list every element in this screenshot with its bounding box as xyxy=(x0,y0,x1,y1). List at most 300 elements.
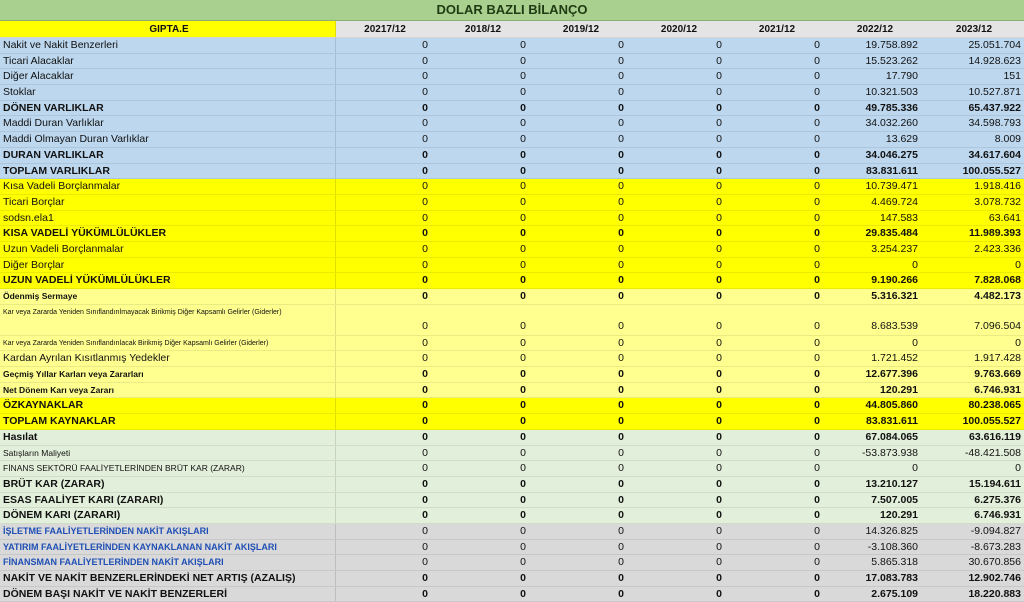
row-label[interactable]: Hasılat xyxy=(0,430,336,445)
value-cell[interactable]: 0 xyxy=(814,556,820,569)
value-cell[interactable]: 0 xyxy=(422,54,428,67)
row-label[interactable]: DÖNEM BAŞI NAKİT VE NAKİT BENZERLERİ xyxy=(0,587,336,602)
value-cell[interactable]: 0 xyxy=(814,446,820,459)
value-cell[interactable]: 0 xyxy=(520,524,526,537)
value-cell[interactable]: 0 xyxy=(814,227,820,240)
value-cell[interactable]: 3.078.732 xyxy=(974,195,1021,208)
value-cell[interactable]: -8.673.283 xyxy=(970,540,1021,553)
value-cell[interactable]: 0 xyxy=(814,368,820,381)
value-cell[interactable]: 65.437.922 xyxy=(968,101,1021,114)
value-cell[interactable]: 0 xyxy=(520,446,526,459)
value-cell[interactable]: 9.190.266 xyxy=(871,274,918,287)
value-cell[interactable]: 0 xyxy=(716,242,722,255)
value-cell[interactable]: 49.785.336 xyxy=(865,101,918,114)
value-cell[interactable]: 18.220.883 xyxy=(968,587,1021,600)
value-cell[interactable]: 0 xyxy=(618,415,624,428)
value-cell[interactable]: 0 xyxy=(716,446,722,459)
ticker-cell[interactable]: GIPTA.E xyxy=(0,21,336,37)
value-cell[interactable]: 0 xyxy=(716,180,722,193)
value-cell[interactable]: 15.194.611 xyxy=(969,477,1021,490)
value-cell[interactable]: 0 xyxy=(716,211,722,224)
row-label[interactable]: Kısa Vadeli Borçlanmalar xyxy=(0,179,336,194)
value-cell[interactable]: 0 xyxy=(814,524,820,537)
row-label[interactable]: YATIRIM FAALİYETLERİNDEN KAYNAKLANAN NAKİT AKIŞLARI xyxy=(0,540,336,555)
value-cell[interactable]: 0 xyxy=(422,462,428,475)
value-cell[interactable]: 0 xyxy=(618,524,624,537)
value-cell[interactable]: 17.083.783 xyxy=(865,572,918,584)
value-cell[interactable]: 4.482.173 xyxy=(974,290,1021,302)
value-cell[interactable]: 0 xyxy=(618,274,624,287)
value-cell[interactable]: 0 xyxy=(814,164,820,177)
value-cell[interactable]: 0 xyxy=(422,117,428,130)
value-cell[interactable]: 0 xyxy=(422,274,428,287)
row-label[interactable]: TOPLAM KAYNAKLAR xyxy=(0,414,336,429)
value-cell[interactable]: 0 xyxy=(814,462,820,475)
value-cell[interactable]: 0 xyxy=(422,368,428,381)
value-cell[interactable]: 0 xyxy=(520,274,526,287)
value-cell[interactable]: 34.046.275 xyxy=(865,148,918,161)
value-cell[interactable]: 0 xyxy=(520,540,526,553)
value-cell[interactable]: 0 xyxy=(520,133,526,146)
value-cell[interactable]: 0 xyxy=(520,493,526,506)
value-cell[interactable]: 0 xyxy=(422,242,428,255)
value-cell[interactable]: 100.055.527 xyxy=(962,415,1021,428)
value-cell[interactable]: 5.316.321 xyxy=(871,290,918,302)
value-cell[interactable]: 44.805.860 xyxy=(865,399,918,412)
value-cell[interactable]: 0 xyxy=(618,540,624,553)
value-cell[interactable]: 120.291 xyxy=(880,509,918,522)
value-cell[interactable]: 0 xyxy=(618,446,624,459)
value-cell[interactable]: 8.009 xyxy=(994,133,1021,146)
row-label[interactable]: Diğer Borçlar xyxy=(0,258,336,273)
value-cell[interactable]: 0 xyxy=(520,164,526,177)
value-cell[interactable]: 0 xyxy=(618,86,624,99)
value-cell[interactable]: 15.523.262 xyxy=(865,54,918,67)
value-cell[interactable]: 13.629 xyxy=(885,133,918,146)
value-cell[interactable]: 0 xyxy=(422,524,428,537)
column-header[interactable]: 2019/12 xyxy=(562,24,600,35)
value-cell[interactable]: 0 xyxy=(814,415,820,428)
value-cell[interactable]: 0 xyxy=(618,368,624,381)
value-cell[interactable]: 63.616.119 xyxy=(969,430,1021,443)
value-cell[interactable]: 0 xyxy=(716,117,722,130)
value-cell[interactable]: 0 xyxy=(618,258,624,271)
value-cell[interactable]: 25.051.704 xyxy=(968,39,1021,51)
value-cell[interactable]: 0 xyxy=(716,258,722,271)
value-cell[interactable]: 0 xyxy=(520,415,526,428)
value-cell[interactable]: 0 xyxy=(1015,258,1021,271)
value-cell[interactable]: 10.527.871 xyxy=(968,86,1021,99)
value-cell[interactable]: 0 xyxy=(422,509,428,522)
value-cell[interactable]: 1.721.452 xyxy=(871,352,918,365)
value-cell[interactable]: 0 xyxy=(716,54,722,67)
table-body xyxy=(0,38,1024,602)
value-cell[interactable]: 2.675.109 xyxy=(871,587,918,600)
value-cell[interactable]: 0 xyxy=(422,430,428,443)
value-cell[interactable]: 0 xyxy=(520,383,526,396)
row-label[interactable]: Geçmiş Yıllar Karları veya Zararları xyxy=(0,367,336,382)
value-cell[interactable]: 0 xyxy=(716,39,722,51)
value-cell[interactable]: 0 xyxy=(618,148,624,161)
row-label[interactable]: DÖNEM KARI (ZARARI) xyxy=(0,508,336,523)
row-label[interactable]: DÖNEN VARLIKLAR xyxy=(0,101,336,116)
value-cell[interactable]: 0 xyxy=(814,540,820,553)
value-cell[interactable]: 0 xyxy=(422,556,428,569)
row-label[interactable]: Kardan Ayrılan Kısıtlanmış Yedekler xyxy=(0,351,336,366)
value-cell[interactable]: 0 xyxy=(912,258,918,271)
value-cell[interactable]: 0 xyxy=(716,524,722,537)
row-label[interactable]: Maddi Duran Varlıklar xyxy=(0,116,336,131)
value-cell[interactable]: 0 xyxy=(716,556,722,569)
value-cell[interactable]: 0 xyxy=(520,319,526,332)
value-cell[interactable]: 0 xyxy=(422,133,428,146)
value-cell[interactable]: 0 xyxy=(716,148,722,161)
value-cell[interactable]: 0 xyxy=(520,101,526,114)
value-cell[interactable]: 0 xyxy=(520,211,526,224)
value-cell[interactable]: 0 xyxy=(716,493,722,506)
value-cell[interactable]: 0 xyxy=(520,462,526,475)
value-cell[interactable]: 0 xyxy=(716,101,722,114)
table-row xyxy=(0,132,1024,148)
row-label[interactable]: Net Dönem Karı veya Zararı xyxy=(0,383,336,398)
value-cell[interactable]: 0 xyxy=(716,133,722,146)
value-cell[interactable]: 17.790 xyxy=(885,70,918,83)
value-cell[interactable]: 0 xyxy=(618,117,624,130)
value-cell[interactable]: 0 xyxy=(520,336,526,349)
value-cell[interactable]: -3.108.360 xyxy=(867,540,918,553)
value-cell[interactable]: 0 xyxy=(520,242,526,255)
row-label[interactable]: Maddi Olmayan Duran Varlıklar xyxy=(0,132,336,147)
value-cell[interactable]: 0 xyxy=(422,399,428,412)
table-row xyxy=(0,367,1024,383)
value-cell[interactable]: 0 xyxy=(912,336,918,349)
value-cell[interactable]: 11.989.393 xyxy=(969,227,1021,240)
table-row xyxy=(0,242,1024,258)
value-cell[interactable]: 0 xyxy=(814,258,820,271)
value-cell[interactable]: 7.507.005 xyxy=(871,493,918,506)
value-cell[interactable]: 83.831.611 xyxy=(866,415,918,428)
value-cell[interactable]: 0 xyxy=(618,227,624,240)
value-cell[interactable]: 0 xyxy=(814,477,820,490)
value-cell[interactable]: 0 xyxy=(814,290,820,302)
value-cell[interactable]: 3.254.237 xyxy=(871,242,918,255)
value-cell[interactable]: 63.641 xyxy=(988,211,1021,224)
value-cell[interactable]: 0 xyxy=(520,54,526,67)
value-cell[interactable]: 0 xyxy=(520,352,526,365)
value-cell[interactable]: 5.865.318 xyxy=(871,556,918,569)
value-cell[interactable]: 0 xyxy=(618,54,624,67)
value-cell[interactable]: 0 xyxy=(716,336,722,349)
value-cell[interactable]: 0 xyxy=(814,180,820,193)
value-cell[interactable]: 0 xyxy=(422,39,428,51)
table-row xyxy=(0,85,1024,101)
value-cell[interactable]: 9.763.669 xyxy=(974,368,1021,381)
value-cell[interactable]: 0 xyxy=(716,274,722,287)
value-cell[interactable]: 0 xyxy=(520,587,526,600)
value-cell[interactable]: 1.918.416 xyxy=(974,180,1021,193)
value-cell[interactable]: 19.758.892 xyxy=(865,39,918,51)
table-row xyxy=(0,273,1024,289)
value-cell[interactable]: 0 xyxy=(618,383,624,396)
value-cell[interactable]: 0 xyxy=(716,462,722,475)
column-header[interactable]: 2020/12 xyxy=(660,24,698,35)
value-cell[interactable]: 0 xyxy=(422,211,428,224)
row-label[interactable]: BRÜT KAR (ZARAR) xyxy=(0,477,336,492)
value-cell[interactable]: 6.275.376 xyxy=(974,493,1021,506)
value-cell[interactable]: 0 xyxy=(422,319,428,332)
value-cell[interactable]: 0 xyxy=(422,477,428,490)
value-cell[interactable]: 0 xyxy=(618,336,624,349)
value-cell[interactable]: 0 xyxy=(814,39,820,51)
value-cell[interactable]: 0 xyxy=(814,336,820,349)
value-cell[interactable]: 0 xyxy=(814,148,820,161)
value-cell[interactable]: 10.739.471 xyxy=(865,180,918,193)
value-cell[interactable]: 29.835.484 xyxy=(865,227,918,240)
value-cell[interactable]: 0 xyxy=(520,195,526,208)
value-cell[interactable]: 0 xyxy=(618,493,624,506)
column-header[interactable]: 2018/12 xyxy=(464,24,502,35)
value-cell[interactable]: 0 xyxy=(618,477,624,490)
column-header[interactable]: 20217/12 xyxy=(364,24,406,35)
value-cell[interactable]: 0 xyxy=(814,572,820,584)
value-cell[interactable]: 0 xyxy=(814,133,820,146)
value-cell[interactable]: 0 xyxy=(716,195,722,208)
value-cell[interactable]: 0 xyxy=(1015,336,1021,349)
value-cell[interactable]: 0 xyxy=(618,352,624,365)
value-cell[interactable]: 0 xyxy=(716,227,722,240)
value-cell[interactable]: 10.321.503 xyxy=(865,86,918,99)
value-cell[interactable]: 151 xyxy=(1003,70,1021,83)
value-cell[interactable]: 0 xyxy=(618,70,624,83)
value-cell[interactable]: 0 xyxy=(618,572,624,584)
value-cell[interactable]: 0 xyxy=(422,70,428,83)
value-cell[interactable]: 0 xyxy=(422,446,428,459)
value-cell[interactable]: 8.683.539 xyxy=(871,319,918,332)
value-cell[interactable]: 0 xyxy=(716,540,722,553)
value-cell[interactable]: 0 xyxy=(618,133,624,146)
value-cell[interactable]: 67.084.065 xyxy=(865,430,918,443)
value-cell[interactable]: 0 xyxy=(814,509,820,522)
row-label[interactable]: Diğer Alacaklar xyxy=(0,69,336,84)
row-label[interactable]: sodsn.ela1 xyxy=(0,211,336,226)
value-cell[interactable]: 0 xyxy=(422,415,428,428)
value-cell[interactable]: 0 xyxy=(520,477,526,490)
value-cell[interactable]: 0 xyxy=(618,211,624,224)
value-cell[interactable]: 0 xyxy=(520,556,526,569)
value-cell[interactable]: 0 xyxy=(618,319,624,332)
row-label[interactable]: UZUN VADELİ YÜKÜMLÜLÜKLER xyxy=(0,273,336,288)
value-cell[interactable]: 0 xyxy=(716,383,722,396)
value-cell[interactable]: 12.902.746 xyxy=(968,572,1021,584)
value-cell[interactable]: 0 xyxy=(618,462,624,475)
value-cell[interactable]: 4.469.724 xyxy=(871,195,918,208)
table-row xyxy=(0,383,1024,399)
value-cell[interactable]: 0 xyxy=(716,319,722,332)
value-cell[interactable]: -9.094.827 xyxy=(970,524,1021,537)
value-cell[interactable]: 0 xyxy=(520,572,526,584)
value-cell[interactable]: 0 xyxy=(520,148,526,161)
value-cell[interactable]: 0 xyxy=(618,587,624,600)
row-label[interactable]: Ticari Borçlar xyxy=(0,195,336,210)
value-cell[interactable]: 0 xyxy=(520,117,526,130)
row-label[interactable]: TOPLAM VARLIKLAR xyxy=(0,164,336,179)
value-cell[interactable]: 2.423.336 xyxy=(974,242,1021,255)
value-cell[interactable]: 0 xyxy=(814,86,820,99)
value-cell[interactable]: 0 xyxy=(520,86,526,99)
value-cell[interactable]: 0 xyxy=(520,509,526,522)
row-label[interactable]: Kar veya Zararda Yeniden Sınıflandırılmayacak Birikmiş Diğer Kapsamlı Gelirler (Giderler) xyxy=(0,305,336,335)
value-cell[interactable]: 0 xyxy=(422,493,428,506)
value-cell[interactable]: 0 xyxy=(422,86,428,99)
value-cell[interactable]: 0 xyxy=(520,180,526,193)
value-cell[interactable]: 0 xyxy=(716,430,722,443)
value-cell[interactable]: 0 xyxy=(716,572,722,584)
row-label[interactable]: Uzun Vadeli Borçlanmalar xyxy=(0,242,336,257)
row-label[interactable]: İŞLETME FAALİYETLERİNDEN NAKİT AKIŞLARI xyxy=(0,524,336,539)
value-cell[interactable]: 0 xyxy=(814,54,820,67)
value-cell[interactable]: 0 xyxy=(422,290,428,302)
value-cell[interactable]: 0 xyxy=(814,242,820,255)
value-cell[interactable]: 0 xyxy=(814,352,820,365)
value-cell[interactable]: 0 xyxy=(716,509,722,522)
value-cell[interactable]: 0 xyxy=(618,39,624,51)
value-cell[interactable]: 0 xyxy=(814,399,820,412)
row-label[interactable]: Ödenmiş Sermaye xyxy=(0,289,336,304)
value-cell[interactable]: 0 xyxy=(618,399,624,412)
table-row xyxy=(0,430,1024,446)
row-label[interactable]: FİNANSMAN FAALİYETLERİNDEN NAKİT AKIŞLARI xyxy=(0,555,336,570)
value-cell[interactable]: 0 xyxy=(814,493,820,506)
row-label[interactable]: ESAS FAALİYET KARI (ZARARI) xyxy=(0,493,336,508)
value-cell[interactable]: 0 xyxy=(814,211,820,224)
value-cell[interactable]: 0 xyxy=(618,290,624,302)
value-cell[interactable]: 0 xyxy=(422,195,428,208)
value-cell[interactable]: 0 xyxy=(716,415,722,428)
value-cell[interactable]: 0 xyxy=(422,258,428,271)
value-cell[interactable]: 0 xyxy=(422,352,428,365)
value-cell[interactable]: 0 xyxy=(520,258,526,271)
value-cell[interactable]: 0 xyxy=(814,430,820,443)
value-cell[interactable]: 0 xyxy=(814,587,820,600)
column-header[interactable]: 2023/12 xyxy=(955,24,993,35)
table-row xyxy=(0,195,1024,211)
value-cell[interactable]: 0 xyxy=(716,86,722,99)
value-cell[interactable]: 0 xyxy=(618,195,624,208)
value-cell[interactable]: 6.746.931 xyxy=(974,383,1021,396)
value-cell[interactable]: 0 xyxy=(814,274,820,287)
value-cell[interactable]: 0 xyxy=(520,39,526,51)
value-cell[interactable]: 0 xyxy=(422,587,428,600)
value-cell[interactable]: 0 xyxy=(814,319,820,332)
value-cell[interactable]: 1.917.428 xyxy=(974,352,1021,365)
table-row xyxy=(0,571,1024,587)
value-cell[interactable]: -53.873.938 xyxy=(861,446,918,459)
value-cell[interactable]: 0 xyxy=(520,368,526,381)
value-cell[interactable]: 0 xyxy=(520,227,526,240)
value-cell[interactable]: 14.326.825 xyxy=(865,524,918,537)
value-cell[interactable]: 83.831.611 xyxy=(866,164,918,177)
value-cell[interactable]: 0 xyxy=(422,101,428,114)
value-cell[interactable]: 0 xyxy=(912,462,918,475)
value-cell[interactable]: 0 xyxy=(520,399,526,412)
value-cell[interactable]: 0 xyxy=(422,336,428,349)
value-cell[interactable]: 30.670.856 xyxy=(968,556,1021,569)
value-cell[interactable]: 0 xyxy=(422,180,428,193)
value-cell[interactable]: 147.583 xyxy=(880,211,918,224)
value-cell[interactable]: 0 xyxy=(716,164,722,177)
value-cell[interactable]: 0 xyxy=(422,540,428,553)
value-cell[interactable]: 0 xyxy=(618,180,624,193)
value-cell[interactable]: 0 xyxy=(1015,462,1021,475)
value-cell[interactable]: 34.598.793 xyxy=(968,117,1021,130)
value-cell[interactable]: 14.928.623 xyxy=(968,54,1021,67)
value-cell[interactable]: 0 xyxy=(618,164,624,177)
column-header[interactable]: 2022/12 xyxy=(856,24,894,35)
value-cell[interactable]: 0 xyxy=(716,290,722,302)
value-cell[interactable]: 12.677.396 xyxy=(865,368,918,381)
value-cell[interactable]: 6.746.931 xyxy=(974,509,1021,522)
value-cell[interactable]: 0 xyxy=(422,227,428,240)
row-label[interactable]: Stoklar xyxy=(0,85,336,100)
value-cell[interactable]: 7.096.504 xyxy=(974,319,1021,332)
value-cell[interactable]: -48.421.508 xyxy=(964,446,1021,459)
value-cell[interactable]: 0 xyxy=(814,383,820,396)
value-cell[interactable]: 0 xyxy=(618,556,624,569)
value-cell[interactable]: 0 xyxy=(716,587,722,600)
value-cell[interactable]: 0 xyxy=(716,399,722,412)
value-cell[interactable]: 0 xyxy=(716,70,722,83)
value-cell[interactable]: 0 xyxy=(618,242,624,255)
row-label[interactable]: NAKİT VE NAKİT BENZERLERİNDEKİ NET ARTIŞ (AZALIŞ) xyxy=(0,571,336,586)
value-cell[interactable]: 0 xyxy=(814,195,820,208)
table-row xyxy=(0,164,1024,180)
value-cell[interactable]: 0 xyxy=(422,383,428,396)
value-cell[interactable]: 0 xyxy=(716,352,722,365)
row-label[interactable]: ÖZKAYNAKLAR xyxy=(0,398,336,413)
value-cell[interactable]: 0 xyxy=(814,101,820,114)
value-cell[interactable]: 0 xyxy=(618,430,624,443)
row-label[interactable]: Kar veya Zararda Yeniden Sınıflandırılacak Birikmiş Diğer Kapsamlı Gelirler (Giderler) xyxy=(0,336,336,351)
value-cell[interactable]: 0 xyxy=(422,148,428,161)
value-cell[interactable]: 0 xyxy=(422,572,428,584)
row-label[interactable]: Nakit ve Nakit Benzerleri xyxy=(0,38,336,53)
row-label[interactable]: KISA VADELİ YÜKÜMLÜLÜKLER xyxy=(0,226,336,241)
value-cell[interactable]: 80.238.065 xyxy=(968,399,1021,412)
value-cell[interactable]: 100.055.527 xyxy=(962,164,1021,177)
value-cell[interactable]: 7.828.068 xyxy=(974,274,1021,287)
value-cell[interactable]: 0 xyxy=(716,368,722,381)
value-cell[interactable]: 0 xyxy=(422,164,428,177)
value-cell[interactable]: 0 xyxy=(814,70,820,83)
row-label[interactable]: DURAN VARLIKLAR xyxy=(0,148,336,163)
value-cell[interactable]: 13.210.127 xyxy=(865,477,918,490)
value-cell[interactable]: 0 xyxy=(520,70,526,83)
row-label[interactable]: Ticari Alacaklar xyxy=(0,54,336,69)
value-cell[interactable]: 34.032.260 xyxy=(865,117,918,130)
value-cell[interactable]: 0 xyxy=(520,290,526,302)
value-cell[interactable]: 120.291 xyxy=(880,383,918,396)
table-row xyxy=(0,38,1024,54)
value-cell[interactable]: 34.617.604 xyxy=(968,148,1021,161)
value-cell[interactable]: 0 xyxy=(716,477,722,490)
value-cell[interactable]: 0 xyxy=(814,117,820,130)
value-cell[interactable]: 0 xyxy=(520,430,526,443)
column-header[interactable]: 2021/12 xyxy=(758,24,796,35)
value-cell[interactable]: 0 xyxy=(618,509,624,522)
row-label[interactable]: Satışların Maliyeti xyxy=(0,446,336,461)
row-label[interactable]: FİNANS SEKTÖRÜ FAALİYETLERİNDEN BRÜT KAR (ZARAR) xyxy=(0,461,336,476)
value-cell[interactable]: 0 xyxy=(618,101,624,114)
